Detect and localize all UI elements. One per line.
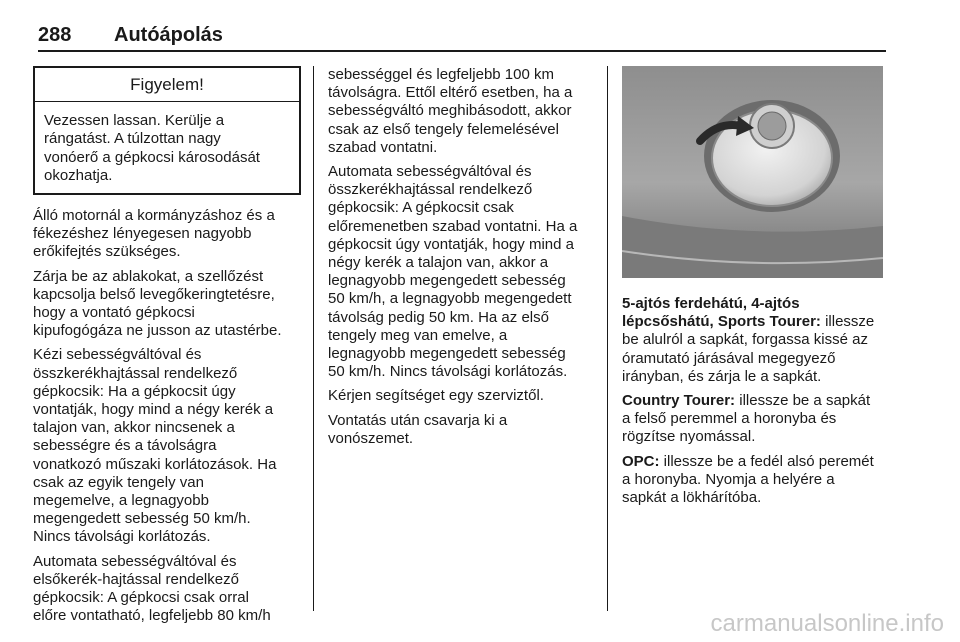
text-line: legnagyobb megengedett sebesség [328,345,566,363]
text-line: Kérjen segítséget egy szerviztől. [328,387,544,405]
cap-illustration [622,66,883,278]
column-divider-1 [313,66,314,611]
text-line: távolságra. Ettől eltérő esetben, ha a [328,84,573,102]
column-divider-2 [607,66,608,611]
paragraph [33,207,301,262]
column-2 [328,66,595,454]
text-line: hogy a vontató gépkocsi [33,304,195,322]
bold-label: 5-ajtós ferdehátú, 4-ajtós [622,295,800,312]
text-line: legnagyobb megengedett sebesség [328,272,566,290]
text-line: be alulról a sapkát, forgassa kissé az [622,331,868,349]
text-line: Zárja be az ablakokat, a szellőzést [33,267,264,285]
text-line: távolság pedig 50 km. Ha az első [328,308,549,326]
text-line: irányban, és zárja le a sapkát. [622,367,822,385]
paragraph [328,412,595,448]
text-line: kapcsolja belső levegőkeringtetésre, [33,285,275,303]
text-line: sapkát a lökhárítóba. [622,489,762,507]
bold-label: lépcsőshátú, Sports Tourer: [622,313,821,331]
text-line: óramutató járásával megegyező [622,349,836,367]
text-line: tengely meg van emelve, a [328,326,508,344]
column-3 [622,295,887,513]
page-number: 288 [38,24,72,46]
watermark: carmanualsonline.info [710,610,944,637]
text-line: sebességváltó meghibásodott, akkor [328,102,572,120]
text-line: Álló motornál a kormányzáshoz és a [33,207,275,225]
paragraph [33,268,301,341]
column-2-paragraphs [328,66,595,448]
text-line: rángatást. A túlzottan nagy [44,130,221,148]
text-line: gépkocsik: A gépkocsi csak orral [33,589,249,607]
paragraph [33,553,301,626]
text-line: sebességgel és legfeljebb 100 km [328,66,554,83]
page-header [38,22,886,50]
warning-box [33,66,301,195]
text-line: Automata sebességváltóval és [33,552,237,570]
text-line: Vezessen lassan. Kerülje a [44,112,225,130]
warning-title: Figyelem! [35,68,299,102]
text-line: szabad vontatni. [328,138,438,156]
text-line: vonatkozó műszaki korlátozások. Ha [33,455,277,473]
page-title: Autóápolás [114,24,223,46]
text-line: talajon van, akkor nincsenek a [33,419,235,437]
text-line: 50 km/h. Nincs távolsági korlátozás. [328,363,568,381]
header-divider [38,50,886,52]
paragraph-country-tourer [622,392,887,447]
text-line: Vontatás után csavarja ki a [328,411,508,429]
text-line: vonószemet. [328,429,414,447]
text-line: megengedett sebesség 50 km/h. [33,510,251,528]
text-line: fékezéshez lényegesen nagyobb [33,225,252,243]
column-1 [33,66,301,631]
text-line: csak az első tengely felemelésével [328,120,559,138]
text-line: összkerékhajtással rendelkező [328,181,533,199]
text-line: gépkocsik: A gépkocsit csak [328,199,514,217]
text-line: a horonyba. Nyomja a helyére a [622,470,835,488]
text-line: négy kerék a talajon van, akkor a [328,254,549,272]
paragraph [328,163,595,381]
warning-text [35,102,299,193]
bold-label: Country Tourer: [622,392,736,410]
paragraph [328,387,595,405]
paragraph-hatchback-sedan [622,295,887,386]
inline-text: illessze [820,313,875,331]
text-line: erőkifejtés szükséges. [33,243,181,261]
text-line: összkerékhajtással rendelkező [33,364,238,382]
text-line: vontatják, hogy mind a négy kerék a [33,401,274,419]
inline-text: illessze be a fedél alsó peremét [659,452,874,470]
paragraph [328,66,595,157]
text-line: megemelve, a legnagyobb [33,492,209,510]
text-line: rögzítse nyomással. [622,428,756,446]
text-line: okozhatja. [44,166,113,184]
text-line: előremenetben szabad vontatni. Ha a [328,217,578,235]
text-line: Nincs távolsági korlátozás. [33,528,211,546]
text-line: gépkocsik: Ha a gépkocsit úgy [33,382,236,400]
text-line: Kézi sebességváltóval és [33,346,202,364]
text-line: kipufogógáza ne jusson az utastérbe. [33,322,282,340]
text-line: csak az egyik tengely van [33,473,204,491]
inline-text: illessze be a sapkát [735,392,871,410]
bold-label: OPC: [622,452,660,470]
text-line: Automata sebességváltóval és [328,163,532,181]
text-line: előre vontatható, legfeljebb 80 km/h [33,607,271,625]
text-line: gépkocsit úgy vontatják, hogy mind a [328,235,574,253]
text-line: 50 km/h, a legnagyobb megengedett [328,290,572,308]
text-line: vonóerő a gépkocsi károsodását [44,148,260,166]
text-line: a felső peremmel a horonyba és [622,410,837,428]
text-line: elsőkerék-hajtással rendelkező [33,570,239,588]
column-1-paragraphs [33,207,301,625]
fuel-cap-photo [622,66,883,278]
paragraph [33,346,301,546]
paragraph-opc [622,453,887,508]
text-line: sebességre és a távolságra [33,437,217,455]
